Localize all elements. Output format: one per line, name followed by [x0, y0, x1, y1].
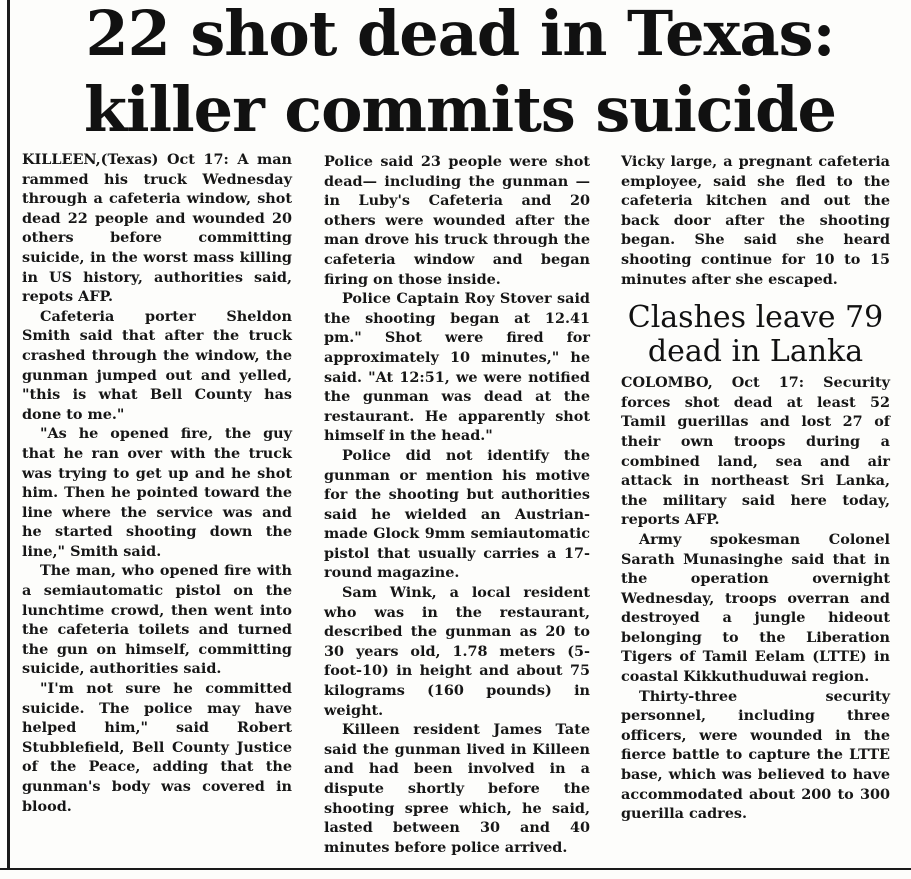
article-paragraph: Sam Wink, a local resident who was in the restaurant, described the gunman as 20 to 30 years old, 1.78 meters (5-foot-10) in height and about 75 kilograms (160 pounds) in weight.: [324, 584, 590, 719]
article-column-1: [22, 150, 292, 816]
article-paragraph: "I'm not sure he committed suicide. The police may have helped him," said Robert Stubblefield, Bell County Justice of the Peace, adding that the gunman's body was covered in blood.: [22, 680, 292, 815]
bottom-rule: [0, 868, 911, 870]
article-paragraph: Vicky large, a pregnant cafeteria employee, said she fled to the cafeteria kitchen and out the back door after the shooting began. She said she heard shooting continue for 10 to 15 minutes after she escaped.: [621, 153, 890, 288]
article-paragraph: KILLEEN,(Texas) Oct 17: A man rammed his truck Wednesday through a cafeteria window, shot dead 22 people and wounded 20 others before committing suicide, in the worst mass killing in US history, authorities said, repots AFP.: [22, 151, 292, 306]
article-paragraph: "As he opened fire, the guy that he ran over with the truck was trying to get up and he shot him. Then he pointed toward the line where the service was and he started shooting down the line," Smith said.: [22, 425, 292, 560]
main-headline: [12, 0, 908, 148]
sidebar-dateline: COLOMBO, Oct 17:: [621, 374, 805, 392]
article-paragraph: Killeen resident James Tate said the gunman lived in Killeen and had been involved in a dispute shortly before the shooting spree which, he said, lasted between 30 and 40 minutes before police arrived.: [324, 721, 590, 856]
sidebar-paragraph: Army spokesman Colonel Sarath Munasinghe said that in the operation overnight Wednesday, troops overran and destroyed a jungle hideout belonging to the Liberation Tigers of Tamil Eelam (LTTE) in coastal Kikkuthuduwai region.: [621, 530, 890, 686]
article-dateline: KILLEEN,(Texas) Oct 17:: [22, 151, 229, 168]
article-column-2: [324, 152, 590, 857]
article-paragraph: Police Captain Roy Stover said the shooting began at 12.41 pm." Shot were fired for approximately 10 minutes," he said. "At 12:51, we were notified the gunman was dead at the restaurant. He apparently shot himself in the head.": [324, 290, 590, 445]
article-paragraph: Cafeteria porter Sheldon Smith said that after the truck crashed through the window, the gunman jumped out and yelled, "this is what Bell County has done to me.": [22, 307, 292, 423]
article-paragraph: The man, who opened fire with a semiautomatic pistol on the lunchtime crowd, then went into the cafeteria toilets and turned the gun on himself, committing suicide, authorities said.: [22, 562, 292, 678]
headline-line-2: killer commits suicide: [84, 73, 836, 146]
headline-line-1: 22 shot dead in Texas:: [85, 0, 835, 70]
sidebar-paragraph: Thirty-three security personnel, including three officers, were wounded in the fierce battle to capture the LTTE base, which was believed to have accommodated about 200 to 300 guerilla cadres.: [621, 687, 890, 823]
sidebar-headline: Clashes leave 79 dead in Lanka: [627, 300, 884, 370]
sidebar-paragraph: COLOMBO, Oct 17: Security forces shot dead at least 52 Tamil guerillas and lost 27 of their own troops during a combined land, sea and air attack in northeast Sri Lanka, the military said here today, reports AFP.: [621, 374, 890, 529]
column-rule: [7, 0, 10, 868]
article-paragraph: Police said 23 people were shot dead— including the gunman — in Luby's Cafeteria and 20 others were wounded after the man drove his truck through the cafeteria window and began firing on those inside.: [324, 153, 590, 288]
article-column-3: [621, 152, 890, 824]
article-paragraph: Police did not identify the gunman or mention his motive for the shooting but authorities said he wielded an Austrian-made Glock 9mm semiautomatic pistol that usually carries a 17-round magazine.: [324, 446, 590, 582]
